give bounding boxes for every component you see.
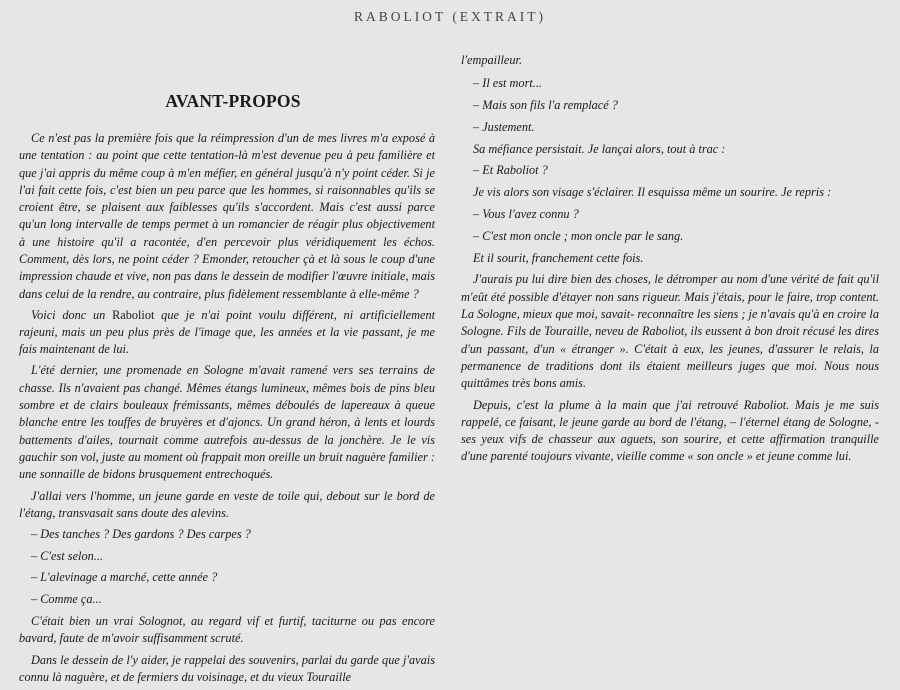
- dialogue-line: – Mais son fils l'a remplacé ?: [473, 98, 618, 113]
- paragraph: J'aurais pu lui dire bien des choses, le détromper au nom d'une vérité de fait qu'il m'eût été possible d'étayer non sans rigueur. Mais j'étais, pour le faire, trop content. La Sologne, mieux que moi, savait- reconnaître les siens ; je n'avais qu'à en croire la Sologne. Fils de Touraille, neveu de Raboliot, ils eussent à bon droit récusé les dires d'un passant, d'un « étranger ». C'était à eux, les jeunes, d'assurer le relais, la permanence de traditions dont ils étaient meilleurs juges que moi. Nous nous quittâmes très bons amis.: [461, 272, 879, 391]
- paragraph: Ce n'est pas la première fois que la réimpression d'un de mes livres m'a exposé à une tentation : au point que cette tentation-là m'est devenue peu à peu familière et que j'ai appris du même coup à m'en méfier, en général jusqu'à n'y point céder. Si je l'ai fait cette fois, c'est bien un peu parce que les hommes, si raisonnables qu'ils se croient être, se plaisent aux faiblesses qu'ils s'accordent. Mais c'est aussi parce qu'un long intervalle de temps permet à un romancier de réagir plus objectivement à une histoire qu'il a racontée, d'en percevoir plus véridiquement les échos. Comment, dès lors, ne point céder ? Emonder, retoucher çà et là sous le coup d'une impression chaude et vive, non pas dans le dessein de modifier l'œuvre initiale, mais dans celui de la rendre, au contraire, plus fidèlement ressemblante à elle-même ?: [19, 131, 435, 301]
- dialogue-line: – Et Raboliot ?: [473, 163, 548, 178]
- right-column: [461, 52, 879, 469]
- book-name: Raboliot: [112, 307, 155, 322]
- dialogue-line: – C'est selon...: [31, 548, 103, 563]
- dialogue-line: – L'alevinage a marché, cette année ?: [31, 570, 218, 585]
- paragraph: Dans le dessein de l'y aider, je rappelai des souvenirs, parlai du garde que j'avais connu là naguère, et de fermiers du voisinage, et du vieux Touraille: [19, 652, 435, 684]
- paragraph: Depuis, c'est la plume à la main que j'ai retrouvé Raboliot. Mais je me suis rappelé, ce faisant, le jeune garde au bord de l'étang, – l'éternel étang de Sologne, - ses yeux vifs de chasseur aux aguets, son sourire, et cette affirmation tranquille d'une parenté toujours vivante, vieille comme « son oncle » et jeune comme lui.: [461, 397, 879, 464]
- paragraph: C'était bien un vrai Solognot, au regard vif et furtif, taciturne ou pas encore bavard, faute de m'avoir suffisamment scruté.: [19, 613, 435, 646]
- paragraph: Je vis alors son visage s'éclairer. Il esquissa même un sourire. Je repris :: [473, 185, 832, 200]
- left-column: [19, 130, 435, 690]
- dialogue-line: – Vous l'avez connu ?: [473, 207, 579, 222]
- dialogue-line: – Justement.: [473, 119, 535, 134]
- paragraph: [19, 307, 435, 359]
- paragraph: L'été dernier, une promenade en Sologne m'avait ramené vers ses terrains de chasse. Ils n'avaient pas changé. Mêmes étangs lumineux, mêmes bois de pins bleu sombre et de clairs bouleaux frémissants, mêmes déboulés de lapereaux à queue blanche entre les touffes de bruyères et d'ajoncs. Un grand héron, à lents et lourds battements d'ailes, tournait comme autrefois au-dessus de la jonchère. Je le vis gauchir son vol, juste au moment où frappait mon oreille un bruit naguère familier : une sonnaille de bidons brusquement entrechoqués.: [19, 363, 435, 482]
- text-run: Voici donc un: [31, 307, 113, 322]
- paragraph-continuation: l'empailleur.: [461, 53, 523, 67]
- text-run: que je n'ai point voulu différent, ni artificiellement rajeuni, mais un peu plus près de l'image que, les années et la vie passant, je me fais maintenant de lui.: [19, 307, 436, 357]
- dialogue-line: – Il est mort...: [473, 76, 542, 91]
- paragraph: J'allai vers l'homme, un jeune garde en veste de toile qui, debout sur le bord de l'étang, transvasait sans doute des alevins.: [19, 488, 435, 520]
- paragraph: Et il sourit, franchement cette fois.: [473, 250, 644, 265]
- section-heading: AVANT-PROPOS: [165, 91, 301, 111]
- dialogue-line: – Des tanches ? Des gardons ? Des carpes ?: [31, 526, 251, 541]
- paragraph: Sa méfiance persistait. Je lançai alors, tout à trac :: [473, 141, 726, 156]
- dialogue-line: – C'est mon oncle ; mon oncle par le sang.: [473, 228, 684, 243]
- dialogue-line: – Comme ça...: [31, 592, 102, 607]
- page-header: RABOLIOT (EXTRAIT): [353, 9, 547, 24]
